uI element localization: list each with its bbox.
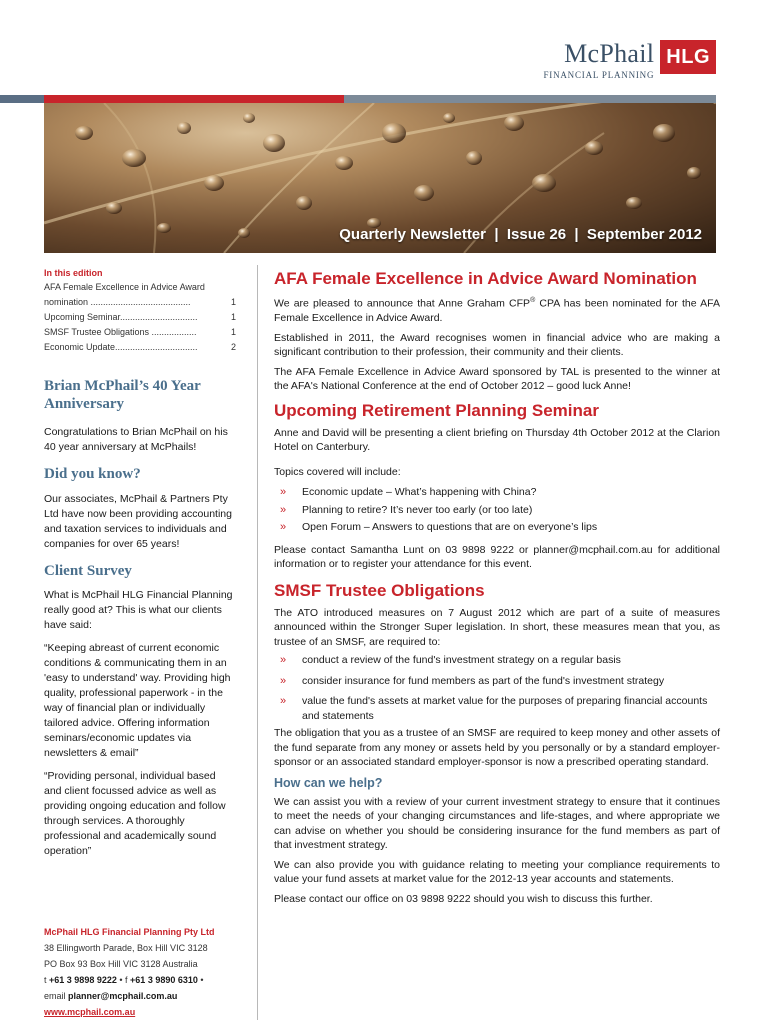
fax-number: +61 3 9890 6310 bbox=[130, 975, 198, 985]
smsf-paragraph: We can assist you with a review of your current investment strategy to ensure that it continues to meet the needs of your changing circumstances and life-stages, and where appropriate we can advise on whether you should be considering insurance for the fund members as part of that investment strategy. bbox=[274, 795, 720, 851]
bullet-chevron-icon: » bbox=[280, 674, 287, 687]
street-address: 38 Ellingworth Parade, Box Hill VIC 3128 bbox=[44, 943, 208, 953]
header-banner bbox=[44, 103, 716, 253]
website-link[interactable]: www.mcphail.com.au bbox=[44, 1007, 136, 1017]
list-item: » conduct a review of the fund's investment strategy on a regular basis bbox=[280, 654, 621, 666]
seminar-contact: Please contact Samantha Lunt on 03 9898 9222 or planner@mcphail.com.au for additional information or to register your attendance for this event. bbox=[274, 543, 720, 570]
list-item: » value the fund's assets at market value for the purposes of preparing financial accounts and statements bbox=[280, 695, 708, 722]
company-name: McPhail HLG Financial Planning Pty Ltd bbox=[44, 927, 215, 937]
client-survey-heading: Client Survey bbox=[44, 563, 132, 579]
list-item: » Economic update – What’s happening with China? bbox=[280, 486, 537, 498]
seminar-topics-intro: Topics covered will include: bbox=[274, 465, 401, 478]
client-survey-intro: What is McPhail HLG Financial Planning really good at? This is what our clients have said: bbox=[44, 589, 233, 631]
did-you-know-heading: Did you know? bbox=[44, 466, 141, 482]
smsf-paragraph: We can also provide you with guidance relating to meeting your compliance requirements to value your fund assets at market value for the 2012-13 year accounts and statements. bbox=[274, 858, 720, 885]
smsf-paragraph: The obligation that you as a trustee of an SMSF are required to keep money and other assets of the fund separate from any money or assets held by you personally or by a standard employer-sponsor or an associated standard employer-sponsor is now a prescribed operating standard. bbox=[274, 727, 720, 768]
smsf-paragraph: The ATO introduced measures on 7 August 2012 which are part of a suite of measures announced within the Stronger Super legislation. In short, these measures mean that you, as trustee of an SMSF, are required to: bbox=[274, 606, 720, 648]
postal-address: PO Box 93 Box Hill VIC 3128 Australia bbox=[44, 959, 198, 969]
client-quote: “Keeping abreast of current economic conditions & communicating them in an 'easy to understand' way. Providing high quality, professional paperwork - in the way of financial plan or individually tailored advice. Offering information seminars/economic updates via newsletters & email” bbox=[44, 642, 231, 759]
main-content bbox=[274, 268, 720, 906]
award-paragraph: We are pleased to announce that Anne Graham CFP® CPA has been nominated for the AFA Female Excellence in Advice Award. bbox=[274, 297, 721, 324]
toc-item[interactable]: nomination ........................................ 1 bbox=[44, 297, 236, 307]
list-item: » Planning to retire? It’s never too early (or too late) bbox=[280, 503, 533, 516]
column-divider bbox=[257, 265, 258, 1020]
header-stripe bbox=[0, 95, 716, 103]
brand-name: McPhail bbox=[564, 39, 655, 68]
toc-heading: In this edition bbox=[44, 268, 103, 278]
bullet-chevron-icon: » bbox=[280, 486, 287, 498]
table-of-contents bbox=[44, 280, 236, 355]
list-item: » Open Forum – Answers to questions that are on everyone’s lips bbox=[280, 521, 598, 533]
award-paragraph: The AFA Female Excellence in Advice Award sponsored by TAL is presented to the winner at the AFA's National Conference at the end of October 2012 – good luck Anne! bbox=[274, 365, 720, 392]
anniversary-text: Congratulations to Brian McPhail on his 40 year anniversary at McPhails! bbox=[44, 426, 228, 453]
how-can-we-help-heading: How can we help? bbox=[274, 775, 383, 790]
award-heading: AFA Female Excellence in Advice Award Nomination bbox=[274, 269, 697, 288]
brand-badge: HLG bbox=[660, 40, 716, 74]
seminar-topics-list bbox=[274, 485, 720, 535]
seminar-heading: Upcoming Retirement Planning Seminar bbox=[274, 400, 599, 420]
contact-footer bbox=[44, 924, 254, 1020]
brand-logo bbox=[543, 40, 716, 80]
smsf-requirements-list bbox=[274, 653, 720, 723]
toc-item[interactable]: SMSF Trustee Obligations .................. 1 bbox=[44, 327, 236, 337]
award-paragraph: Established in 2011, the Award recognises women in financial advice who are making a significant contribution to their profession, their community and their clients. bbox=[274, 331, 720, 358]
list-item: » consider insurance for fund members as part of the fund's investment strategy bbox=[280, 674, 665, 687]
smsf-heading: SMSF Trustee Obligations bbox=[274, 580, 485, 600]
smsf-contact: Please contact our office on 03 9898 9222 should you wish to discuss this further. bbox=[274, 892, 653, 905]
toc-item[interactable]: Upcoming Seminar............................... 1 bbox=[44, 312, 236, 322]
seminar-paragraph: Anne and David will be presenting a client briefing on Thursday 4th October 2012 at the Clarion Hotel on Canterbury. bbox=[274, 426, 720, 453]
anniversary-heading: Brian McPhail’s 40 Year Anniversary bbox=[44, 378, 201, 412]
bullet-chevron-icon: » bbox=[280, 503, 287, 516]
phone-number[interactable]: +61 3 9898 9222 bbox=[49, 975, 117, 985]
phone-fax-line: t +61 3 9898 9222 • f +61 3 9890 6310 • bbox=[44, 975, 204, 985]
sidebar bbox=[44, 268, 236, 859]
bullet-chevron-icon: » bbox=[280, 695, 287, 707]
client-quote: “Providing personal, individual based and client focussed advice as well as providing ongoing education and follow through services. A thoroughly professional and academically sound operation” bbox=[44, 770, 226, 857]
bullet-chevron-icon: » bbox=[280, 521, 287, 533]
email-link[interactable]: planner@mcphail.com.au bbox=[68, 991, 178, 1001]
email-line: email planner@mcphail.com.au bbox=[44, 991, 178, 1001]
brand-subtitle: FINANCIAL PLANNING bbox=[543, 70, 655, 80]
toc-item[interactable]: Economic Update................................. 2 bbox=[44, 342, 236, 352]
toc-item[interactable]: AFA Female Excellence in Advice Award bbox=[44, 282, 205, 292]
did-you-know-text: Our associates, McPhail & Partners Pty Ltd have now been providing accounting and taxation services to individuals and companies for over 65 years! bbox=[44, 493, 232, 550]
newsletter-issue-title: Quarterly Newsletter | Issue 26 | September 2012 bbox=[339, 226, 702, 243]
bullet-chevron-icon: » bbox=[280, 654, 287, 666]
